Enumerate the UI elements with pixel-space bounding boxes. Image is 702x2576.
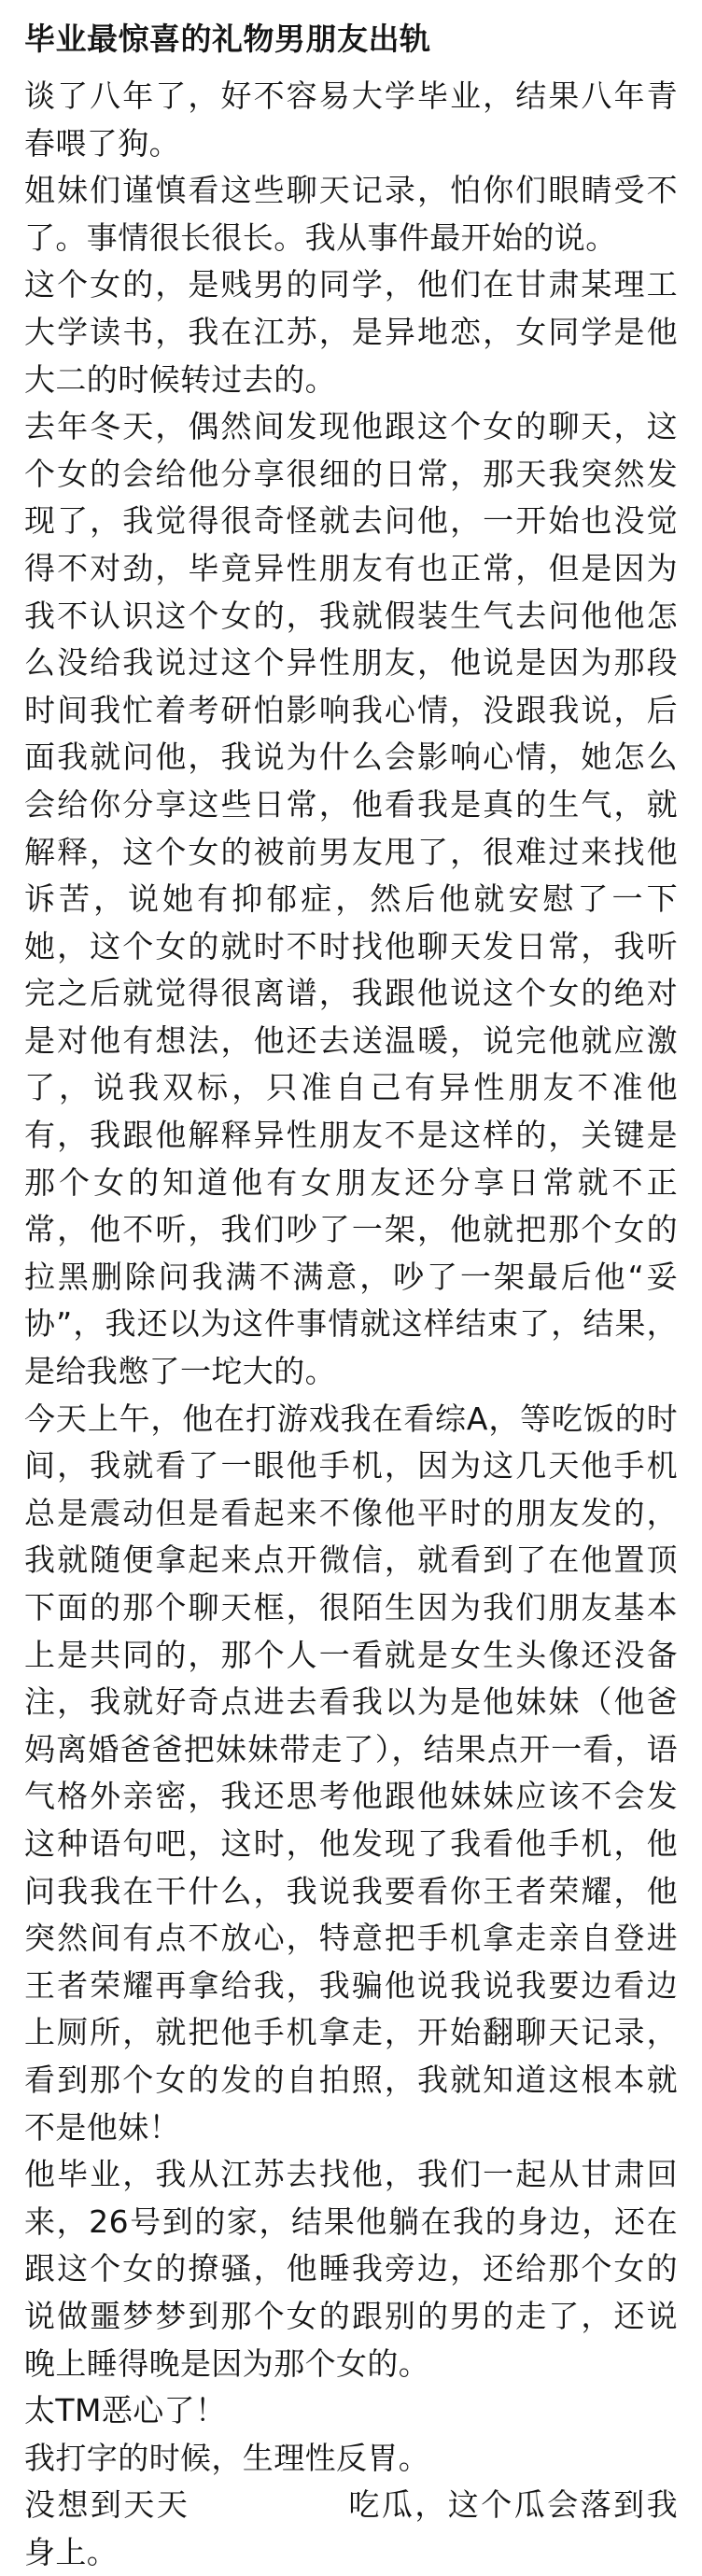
- paragraph-6: 他毕业，我从江苏去找他，我们一起从甘肃回来，26号到的家，结果他躺在我的身边，还在跟这个女的撩骚，他睡我旁边，还给那个女的说做噩梦梦到那个女的跟别的男的走了，还说晚上睡得晚是因为那个女的。: [24, 2156, 678, 2382]
- paragraph-2: 姐妹们谨慎看这些聊天记录，怕你们眼睛受不了。事情很长很长。我从事件最开始的说。: [24, 172, 678, 256]
- paragraph-3: 这个女的，是贱男的同学，他们在甘肃某理工大学读书，我在江苏，是异地恋，女同学是他大二的时候转过去的。: [24, 266, 678, 398]
- paragraph-9-start: 没想到天天: [24, 2486, 190, 2524]
- paragraph-7: 太TM恶心了！: [24, 2392, 227, 2429]
- paragraph-9-end: 吃瓜，这个瓜会落到我身上。: [24, 2486, 679, 2570]
- paragraph-1: 谈了八年了，好不容易大学毕业，结果八年青春喂了狗。: [24, 77, 678, 162]
- article-body: [24, 73, 678, 2576]
- article-title: 毕业最惊喜的礼物男朋友出轨: [24, 21, 431, 57]
- paragraph-5: 今天上午，他在打游戏我在看综A，等吃饭的时间，我就看了一眼他手机，因为这几天他手机总是震动但是看起来不像他平时的朋友发的，我就随便拿起来点开微信，就看到了在他置顶下面的那个聊天框，很陌生因为我们朋友基本上是共同的，那个人一看就是女生头像还没备注，我就好奇点进去看我以为是他妹妹（他爸妈离婚爸爸把妹妹带走了），结果点开一看，语气格外亲密，我还思考他跟他妹妹应该不会发这种语句吧，这时，他发现了我看他手机，他问我我在干什么，我说我要看你王者荣耀，他突然间有点不放心，特意把手机拿走亲自登进王者荣耀再拿给我，我骗他说我说我要边看边上厕所，就把他手机拿走，开始翻聊天记录，看到那个女的发的自拍照，我就知道这根本就不是他妹！: [24, 1400, 678, 2146]
- paragraph-4: 去年冬天，偶然间发现他跟这个女的聊天，这个女的会给他分享很细的日常，那天我突然发现了，我觉得很奇怪就去问他，一开始也没觉得不对劲，毕竟异性朋友有也正常，但是因为我不认识这个女的，我就假装生气去问他他怎么没给我说过这个异性朋友，他说是因为那段时间我忙着考研怕影响我心情，没跟我说，后面我就问他，我说为什么会影响心情，她怎么会给你分享这些日常，他看我是真的生气，就解释，这个女的被前男友甩了，很难过来找他诉苦，说她有抑郁症，然后他就安慰了一下她，这个女的就时不时找他聊天发日常，我听完之后就觉得很离谱，我跟他说这个女的绝对是对他有想法，他还去送温暖，说完他就应激了，说我双标，只准自己有异性朋友不准他有，我跟他解释异性朋友不是这样的，关键是那个女的知道他有女朋友还分享日常就不正常，他不听，我们吵了一架，他就把那个女的拉黑删除问我满不满意，吵了一架最后他“妥协”，我还以为这件事情就这样结束了，结果，是给我憋了一坨大的。: [24, 408, 678, 1390]
- paragraph-8: 我打字的时候，生理性反胃。: [24, 2439, 430, 2476]
- paragraph-9: [24, 2482, 678, 2576]
